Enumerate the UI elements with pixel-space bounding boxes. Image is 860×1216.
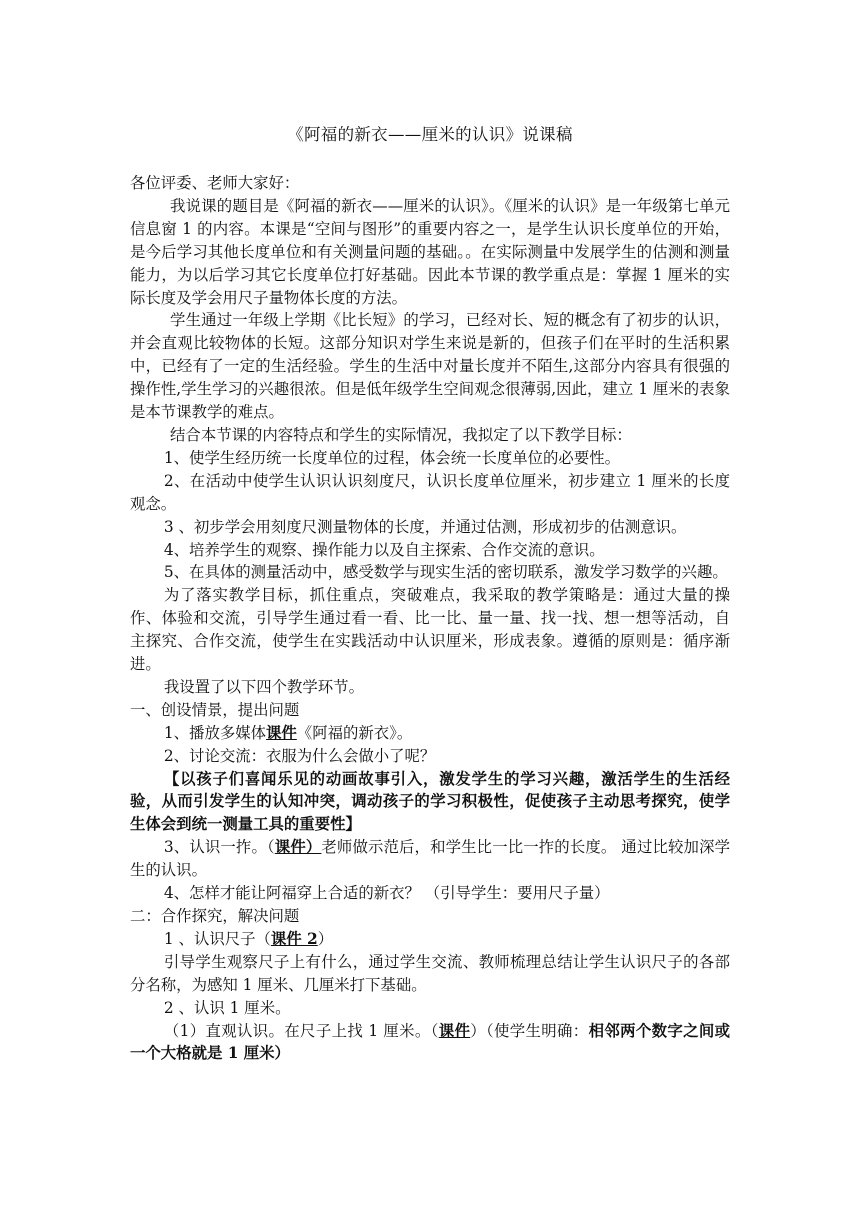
step-item [130, 722, 730, 745]
step-item: 4、怎样才能让阿福穿上合适的新衣？ （引导学生：要用尺子量） [163, 884, 610, 903]
step-text: 《阿福的新衣》。 [296, 723, 413, 742]
step-item [130, 928, 730, 951]
paragraph-strategy: 为了落实教学目标，抓住重点，突破难点，我采取的教学策略是：通过大量的操作、体验和交流，引导学生通过看一看、比一比、量一量、找一找、想一想等活动，自主探究、合作交流，使学生在实践活动中认识厘米，形成表象。遵循的原则是：循序渐进。 [130, 586, 730, 674]
goal-item: 5、在具体的测量活动中，感受数学与现实生活的密切联系，激发学习数学的兴趣。 [163, 563, 728, 582]
step-text: 1、播放多媒体 [163, 723, 267, 742]
paragraph-goals-intro: 结合本节课的内容特点和学生的实际情况，我拟定了以下教学目标： [170, 425, 632, 444]
step-text: ）（使学生明确： [470, 1021, 589, 1040]
courseware-link[interactable]: 课件 [438, 1021, 471, 1040]
step-text: 1 、认识尺子（ [163, 929, 271, 948]
step-description: 引导学生观察尺子上有什么，通过学生交流、教师梳理总结让学生认识尺子的各部分名称，为感知 1 厘米、几厘米打下基础。 [130, 952, 730, 994]
greeting: 各位评委、老师大家好： [130, 174, 300, 192]
step-item [130, 836, 730, 882]
section-heading-2: 二：合作探究，解决问题 [130, 907, 300, 925]
step-item: 2 、认识 1 厘米。 [163, 998, 291, 1017]
page-title: 《阿福的新衣——厘米的认识》说课稿 [287, 125, 573, 144]
courseware-link[interactable]: 课件 [266, 723, 297, 742]
paragraph-students: 学生通过一年级上学期《比长短》的学习，已经对长、短的概念有了初步的认识，并会直观比较物体的长短。这部分知识对学生来说是新的，但孩子们在平时的生活积累中，已经有了一定的生活经验。学生的生活中对量长度并不陌生,这部分内容具有很强的操作性,学生学习的兴趣很浓。但是低年级学生空间观念很薄弱,因此，建立 1 厘米的表象是本节课教学的难点。 [130, 311, 730, 422]
goal-item: 3 、初步学会用刻度尺测量物体的长度，并通过估测，形成初步的估测意识。 [163, 517, 687, 536]
goal-item: 4、培养学生的观察、操作能力以及自主探索、合作交流的意识。 [163, 540, 605, 559]
step-item [130, 1020, 730, 1066]
paragraph-stages: 我设置了以下四个教学环节。 [163, 677, 364, 696]
design-note: 【以孩子们喜闻乐见的动画故事引入，激发学生的学习兴趣，激活学生的生活经验，从而引发学生的认知冲突，调动孩子的学习积极性，促使孩子主动思考探究，使学生体会到统一测量工具的重要性】 [130, 769, 730, 834]
document-page [130, 122, 730, 1065]
goal-item: 1、使学生经历统一长度单位的过程，体会统一长度单位的必要性。 [163, 448, 620, 467]
step-text: 3、认识一拃。（ [163, 838, 275, 857]
goal-item: 2、在活动中使学生认识认识刻度尺，认识长度单位厘米，初步建立 1 厘米的长度观念。 [130, 471, 730, 513]
section-heading-1: 一、创设情景，提出问题 [130, 700, 300, 719]
step-text: （1）直观认识。在尺子上找 1 厘米。（ [163, 1021, 439, 1040]
step-text: 老师做示范后，和学生比一比一拃的长度。 通过比较加深学生的认识。 [130, 838, 730, 880]
step-emphasis: 相邻两个数字之间或一个大格就是 1 厘米） [130, 1021, 730, 1063]
courseware-link[interactable]: 课件） [274, 838, 322, 857]
step-item: 2、讨论交流：衣服为什么会做小了呢？ [163, 746, 436, 765]
paragraph-topic: 我说课的题目是《阿福的新衣——厘米的认识》。《厘米的认识》是一年级第七单元信息窗 1 的内容。本课是“空间与图形”的重要内容之一，是学生认识长度单位的开始，是今后学习其他长度单位和有关测量问题的基础。。在实际测量中发展学生的估测和测量能力，为以后学习其它长度单位打好基础。因此本节课的教学重点是：掌握 1 厘米的实际长度及学会用尺子量物体长度的方法。 [130, 196, 730, 307]
courseware-link[interactable]: 课件 2 [270, 929, 318, 948]
step-text: ） [317, 929, 334, 948]
